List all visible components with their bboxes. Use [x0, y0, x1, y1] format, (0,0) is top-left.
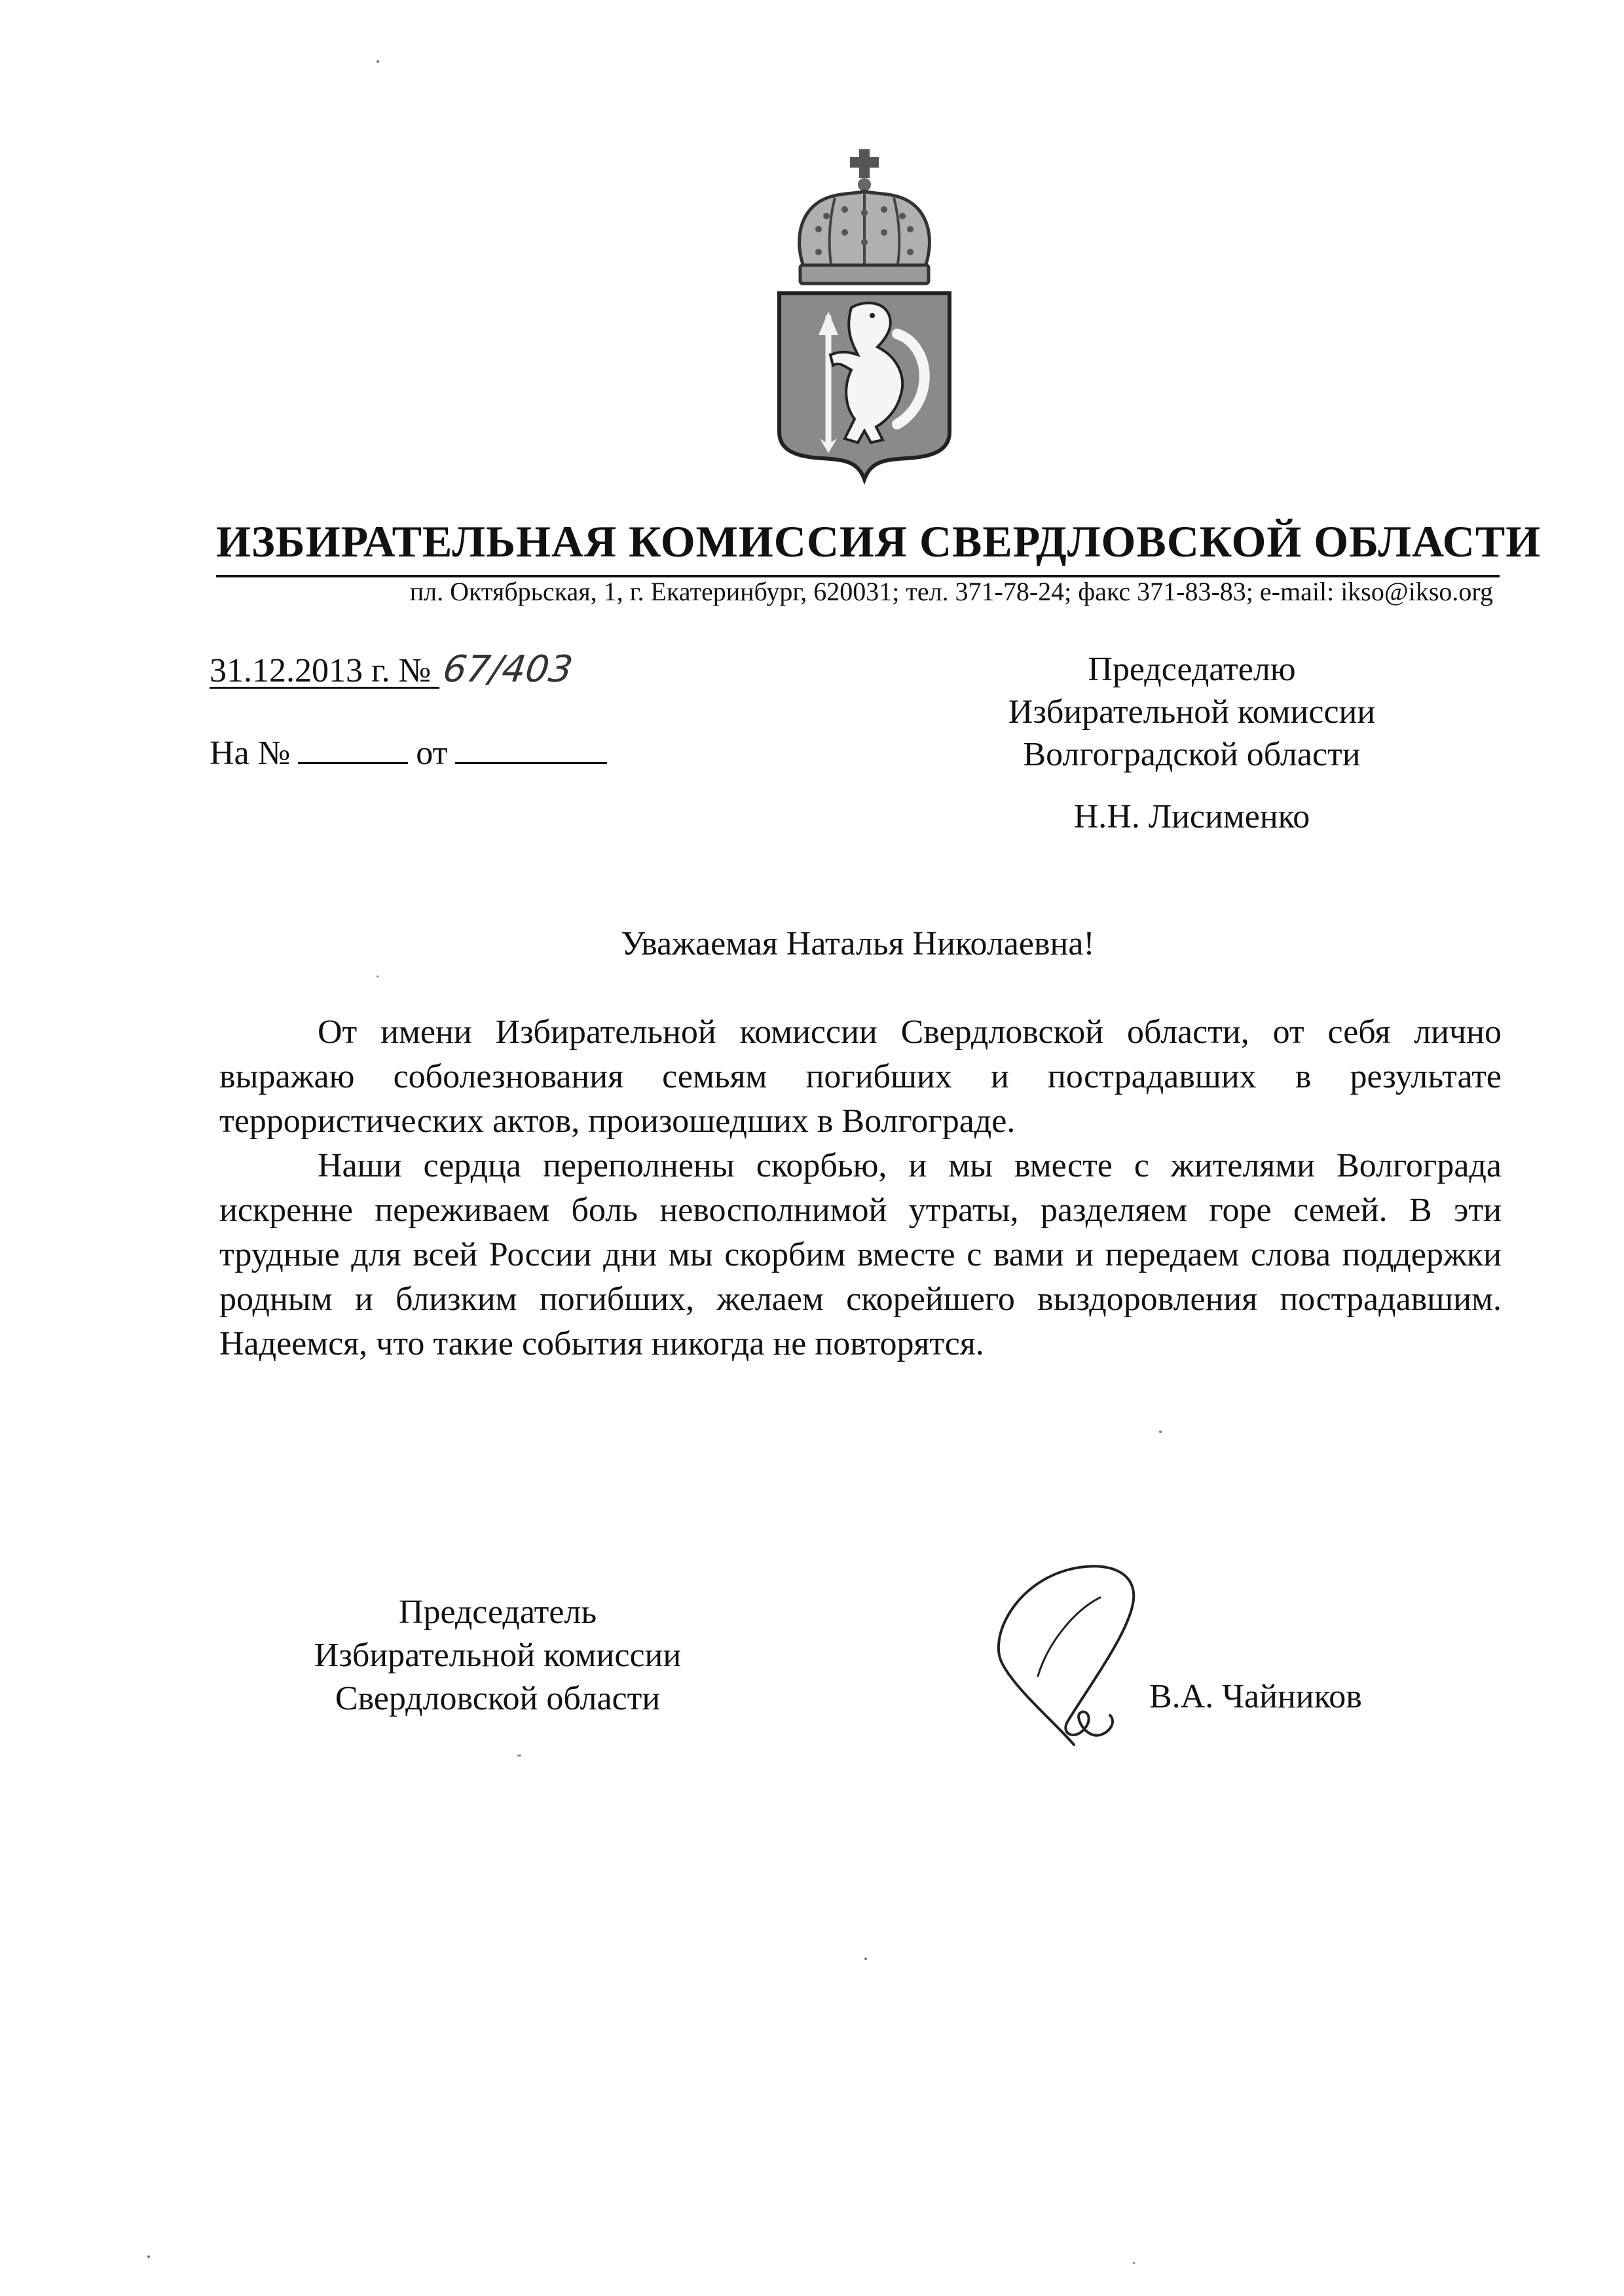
- addressee-line-2: Избирательной комиссии: [1008, 693, 1376, 731]
- scan-speck: [864, 1958, 867, 1960]
- letter-body: [219, 1010, 1502, 1366]
- body-paragraph-2: Наши сердца переполнены скорбью, и мы вместе с жителями Волгограда искренне переживаем боль невосполнимой утраты, разделяем горе семей. В эти трудные для всей России дни мы скорбим вместе с вами и передаем слова поддержки родным и близким погибших, желаем скорейшего выздоровления пострадавшим. Надеемся, что такие события никогда не повторятся.: [219, 1147, 1502, 1362]
- incoming-date-blank: [455, 733, 607, 764]
- outgoing-prefix: 31.12.2013 г. №: [210, 652, 432, 689]
- incoming-reference: [210, 733, 615, 773]
- body-paragraph-1: От имени Избирательной комиссии Свердловской области, от себя лично выражаю соболезнования семьям погибших и пострадавших в результате террористических актов, произошедших в Волгограде.: [219, 1013, 1502, 1140]
- signatory-name: В.А. Чайников: [1149, 1678, 1362, 1715]
- position-line-2: Избирательной комиссии: [314, 1637, 682, 1674]
- addressee-block: [904, 648, 1480, 838]
- scan-speck: [377, 60, 379, 63]
- handwritten-signature-icon: [976, 1558, 1166, 1755]
- incoming-prefix: На №: [210, 735, 291, 772]
- scan-speck: [377, 975, 378, 977]
- outgoing-reference: [210, 648, 576, 691]
- coat-of-arms-icon: [766, 144, 963, 484]
- position-line-3: Свердловской области: [335, 1680, 661, 1717]
- scan-speck: [517, 1755, 521, 1757]
- organization-name: ИЗБИРАТЕЛЬНАЯ КОМИССИЯ СВЕРДЛОВСКОЙ ОБЛАСТИ: [216, 517, 1541, 566]
- scan-speck: [147, 2255, 150, 2258]
- scan-speck: [1159, 1430, 1162, 1433]
- position-line-1: Председатель: [398, 1594, 597, 1631]
- addressee-line-1: Председателю: [1088, 651, 1296, 688]
- salutation: Уважаемая Наталья Николаевна!: [621, 925, 1095, 962]
- incoming-number-blank: [298, 733, 408, 764]
- incoming-from-label: от: [416, 735, 448, 772]
- addressee-name: Н.Н. Лисименко: [1073, 798, 1310, 835]
- signatory-position: [275, 1591, 720, 1721]
- outgoing-date-number: [210, 648, 576, 691]
- scan-speck: [1133, 2262, 1135, 2264]
- outgoing-number: 67/403: [440, 648, 576, 691]
- addressee-line-3: Волгоградской области: [1023, 736, 1361, 773]
- organization-contacts: пл. Октябрьская, 1, г. Екатеринбург, 620031; тел. 371-78-24; факс 371-83-83; e-mail: ikso@ikso.org: [409, 577, 1493, 606]
